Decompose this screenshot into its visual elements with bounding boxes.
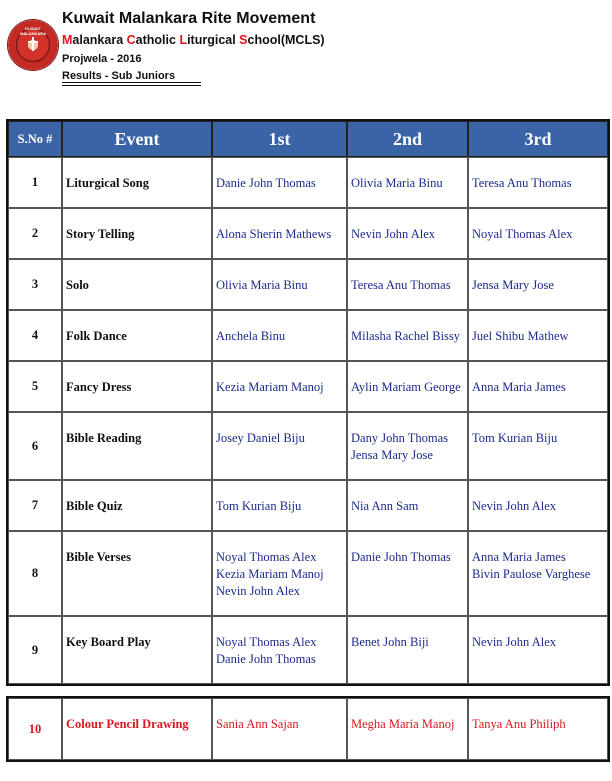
winner-name: Kezia Mariam Manoj xyxy=(216,567,324,581)
third-place-cell xyxy=(468,259,608,310)
column-header: 2nd xyxy=(347,121,468,157)
third-place-cell xyxy=(468,361,608,412)
winner-name: Olivia Maria Binu xyxy=(351,176,443,190)
event-name-cell: Solo xyxy=(62,259,212,310)
first-place-cell xyxy=(212,361,347,412)
winner-name: Tanya Anu Philiph xyxy=(472,717,566,731)
winner-name: Noyal Thomas Alex xyxy=(216,550,317,564)
winner-name: Nia Ann Sam xyxy=(351,499,419,513)
first-place-cell xyxy=(212,259,347,310)
winner-name: Tom Kurian Biju xyxy=(472,431,558,445)
event-name-cell: Story Telling xyxy=(62,208,212,259)
event-name-cell: Key Board Play xyxy=(62,616,212,684)
winner-name: Kezia Mariam Manoj xyxy=(216,380,324,394)
second-place-cell xyxy=(347,157,468,208)
second-place-cell xyxy=(347,616,468,684)
document-title: Kuwait Malankara Rite Movement xyxy=(62,10,316,27)
second-place-cell xyxy=(347,480,468,531)
third-place-cell xyxy=(468,480,608,531)
school-name-part: C xyxy=(126,33,136,47)
table-row xyxy=(8,698,608,760)
organization-logo xyxy=(8,20,58,70)
table-row xyxy=(8,208,608,259)
winner-name: Danie John Thomas xyxy=(351,550,451,564)
event-name-cell: Liturgical Song xyxy=(62,157,212,208)
winner-name: Anna Maria James xyxy=(472,550,566,564)
first-place-cell xyxy=(212,157,347,208)
school-name-part: atholic xyxy=(135,33,180,47)
school-name-part: M xyxy=(62,33,73,47)
third-place-cell xyxy=(468,412,608,480)
winner-name: Benet John Biji xyxy=(351,635,429,649)
second-place-cell xyxy=(347,259,468,310)
table-row xyxy=(8,259,608,310)
winner-name: Noyal Thomas Alex xyxy=(216,635,317,649)
winner-name: Teresa Anu Thomas xyxy=(472,176,572,190)
winner-name: Nevin John Alex xyxy=(472,635,557,649)
winner-name: Danie John Thomas xyxy=(216,652,316,666)
school-name-part: iturgical xyxy=(187,33,240,47)
column-header: 1st xyxy=(212,121,347,157)
first-place-cell xyxy=(212,480,347,531)
first-place-cell xyxy=(212,531,347,616)
second-place-cell xyxy=(347,310,468,361)
first-place-cell xyxy=(212,310,347,361)
winner-name: Jensa Mary Jose xyxy=(351,448,433,462)
school-name-part: alankara xyxy=(72,33,127,47)
serial-number-cell: 8 xyxy=(8,531,62,616)
third-place-cell xyxy=(468,616,608,684)
winner-name: Teresa Anu Thomas xyxy=(351,278,451,292)
third-place-cell xyxy=(468,310,608,361)
logo-text: KUWAIT MALANKARA xyxy=(20,26,46,36)
second-place-cell xyxy=(347,412,468,480)
document-header xyxy=(8,6,598,90)
column-header: S.No # xyxy=(8,121,62,157)
winner-name: Juel Shibu Mathew xyxy=(472,329,569,343)
serial-number-cell: 5 xyxy=(8,361,62,412)
table-row xyxy=(8,531,608,616)
school-name-part: chool(MCLS) xyxy=(247,33,325,47)
cross-icon xyxy=(28,37,38,51)
winner-name: Tom Kurian Biju xyxy=(216,499,302,513)
results-table xyxy=(6,119,610,686)
first-place-cell xyxy=(212,412,347,480)
school-name-part: L xyxy=(179,33,188,47)
serial-number-cell: 3 xyxy=(8,259,62,310)
event-name-cell: Colour Pencil Drawing xyxy=(62,698,212,760)
serial-number-cell: 7 xyxy=(8,480,62,531)
event-name-cell: Bible Quiz xyxy=(62,480,212,531)
third-place-cell xyxy=(468,208,608,259)
event-name-cell: Bible Reading xyxy=(62,412,212,480)
event-name: Projwela - 2016 xyxy=(62,53,142,65)
third-place-cell xyxy=(468,157,608,208)
table-header-row xyxy=(8,121,608,157)
serial-number-cell: 6 xyxy=(8,412,62,480)
winner-name: Anchela Binu xyxy=(216,329,286,343)
first-place-cell xyxy=(212,208,347,259)
table-row xyxy=(8,310,608,361)
results-label: Results - Sub Juniors xyxy=(62,70,201,83)
winner-name: Josey Daniel Biju xyxy=(216,431,305,445)
winner-name: Alona Sherin Mathews xyxy=(216,227,332,241)
winner-name: Danie John Thomas xyxy=(216,176,316,190)
winner-name: Olivia Maria Binu xyxy=(216,278,308,292)
third-place-cell xyxy=(468,698,608,760)
winner-name: Sania Ann Sajan xyxy=(216,717,299,731)
winner-name: Nevin John Alex xyxy=(472,499,557,513)
serial-number-cell: 10 xyxy=(8,698,62,760)
second-place-cell xyxy=(347,361,468,412)
table-row xyxy=(8,616,608,684)
table-row xyxy=(8,480,608,531)
first-place-cell xyxy=(212,698,347,760)
table-row xyxy=(8,361,608,412)
extra-results-table xyxy=(6,696,610,762)
winner-name: Jensa Mary Jose xyxy=(472,278,554,292)
second-place-cell xyxy=(347,698,468,760)
serial-number-cell: 2 xyxy=(8,208,62,259)
table-row xyxy=(8,157,608,208)
first-place-cell xyxy=(212,616,347,684)
table-row xyxy=(8,412,608,480)
school-name xyxy=(62,33,325,47)
serial-number-cell: 4 xyxy=(8,310,62,361)
winner-name: Dany John Thomas xyxy=(351,431,448,445)
school-name-part: S xyxy=(239,33,248,47)
event-name-cell: Bible Verses xyxy=(62,531,212,616)
winner-name: Aylin Mariam George xyxy=(351,380,461,394)
second-place-cell xyxy=(347,531,468,616)
winner-name: Nevin John Alex xyxy=(351,227,436,241)
winner-name: Milasha Rachel Bissy xyxy=(351,329,461,343)
event-name-cell: Folk Dance xyxy=(62,310,212,361)
third-place-cell xyxy=(468,531,608,616)
winner-name: Bivin Paulose Varghese xyxy=(472,567,591,581)
serial-number-cell: 1 xyxy=(8,157,62,208)
second-place-cell xyxy=(347,208,468,259)
winner-name: Nevin John Alex xyxy=(216,584,301,598)
winner-name: Anna Maria James xyxy=(472,380,566,394)
winner-name: Noyal Thomas Alex xyxy=(472,227,573,241)
column-header: Event xyxy=(62,121,212,157)
column-header: 3rd xyxy=(468,121,608,157)
winner-name: Megha Maria Manoj xyxy=(351,717,455,731)
event-name-cell: Fancy Dress xyxy=(62,361,212,412)
serial-number-cell: 9 xyxy=(8,616,62,684)
